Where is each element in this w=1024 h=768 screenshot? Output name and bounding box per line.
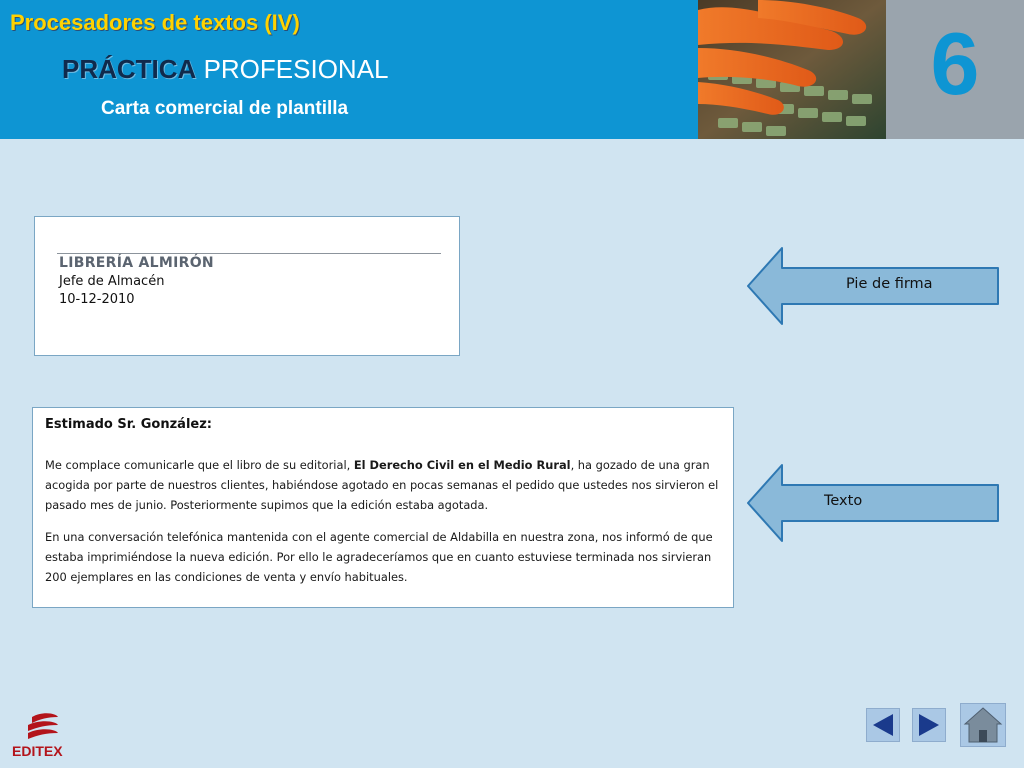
text-callout-arrow [746, 462, 1002, 544]
signature-divider [57, 253, 441, 254]
signature-date: 10-12-2010 [59, 292, 135, 307]
section-heading [62, 54, 389, 85]
letter-p1-start: Me complace comunicarle que el libro de su editorial, [45, 458, 354, 472]
letter-greeting: Estimado Sr. González: [45, 417, 212, 432]
text-callout-label: Texto [824, 493, 863, 509]
slide-subtitle: Carta comercial de plantilla [101, 98, 349, 119]
section-heading-rest: PROFESIONAL [196, 54, 389, 84]
signature-example-card [34, 216, 460, 356]
next-slide-button[interactable] [912, 708, 946, 742]
signature-company: LIBRERÍA ALMIRÓN [59, 255, 214, 271]
keyboard-hands-photo [698, 0, 886, 139]
signature-position: Jefe de Almacén [59, 274, 165, 289]
section-heading-bold: PRÁCTICA [62, 54, 197, 84]
editex-logo [12, 711, 78, 761]
home-icon [961, 704, 1005, 746]
letter-book-title: El Derecho Civil en el Medio Rural [353, 458, 571, 472]
signature-callout-label: Pie de firma [846, 276, 933, 292]
presentation-title: Procesadores de textos (IV) [10, 10, 300, 35]
editex-logo-text: EDITEX [12, 743, 63, 759]
triangle-right-icon [913, 709, 945, 741]
chapter-number: 6 [930, 14, 980, 113]
letter-text-card [32, 407, 734, 608]
home-button[interactable] [960, 703, 1006, 747]
letter-paragraph-1 [45, 455, 721, 515]
triangle-left-icon [867, 709, 899, 741]
header-bar [0, 0, 1024, 139]
letter-p1-end: , ha gozado de una gran acogida por parte de nuestros clientes, habiéndose agotado en pocas semanas el pedido que ustedes nos sirvieron el pasado mes de junio. Posteriormente supimos que la edición estaba agotada. [45, 458, 719, 512]
letter-paragraph-2: En una conversación telefónica mantenida con el agente comercial de Aldabilla en nuestra zona, nos informó de que estaba imprimiéndose la nueva edición. Por ello le agradeceríamos que en cuanto estuviese terminada nos sirvieran 200 ejemplares en las condiciones de venta y envío habituales. [45, 530, 713, 584]
previous-slide-button[interactable] [866, 708, 900, 742]
chapter-badge [886, 0, 1024, 139]
